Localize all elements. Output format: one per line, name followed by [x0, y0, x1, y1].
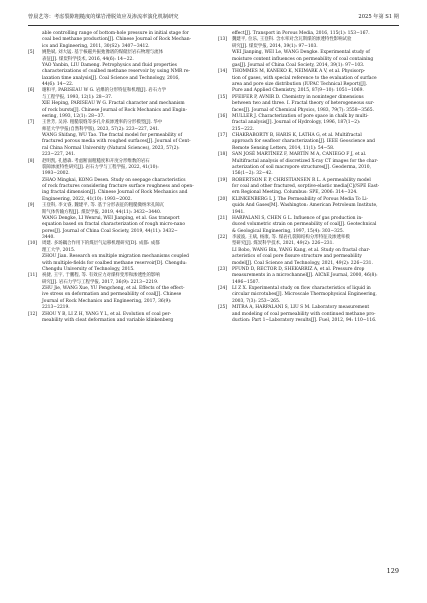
- reference-text: [232, 152, 399, 178]
- reference-text: [232, 286, 399, 305]
- reference-line: Pure and Applied Chemistry, 2015, 87(9−10): 1051−1069.: [232, 88, 364, 94]
- reference-line: approach for seafloor characterization[J]. IEEE Geoscience and: [232, 139, 375, 145]
- reference-text: [42, 133, 209, 159]
- reference-entry: [218, 248, 399, 267]
- reference-line: for coal and other fractured, sorptive-elastic media[C]//SPE East-: [232, 184, 380, 189]
- reference-line: ZHU Jie, WANG Xue, YU Pengcheng, et al. Effects of the effect-: [42, 286, 185, 291]
- reference-text: [232, 197, 399, 216]
- reference-line: 44(6): 14−22.: [42, 82, 74, 87]
- reference-number: [23]: [218, 266, 228, 272]
- reference-entry: [218, 197, 399, 216]
- reference-line: ics and Engineering, 2011, 30(S2): 3407−3412.: [42, 43, 150, 49]
- page-number: 129: [386, 567, 399, 575]
- reference-line: tion of gases, with special reference to the evaluation of surface: [232, 75, 377, 81]
- reference-line: ral China Normal University (Natural Sciences), 2023, 57(2):: [42, 145, 180, 151]
- reference-entry: [218, 133, 399, 152]
- reference-number: [10]: [28, 241, 38, 247]
- reference-number: [11]: [28, 273, 38, 279]
- reference-text: [232, 114, 399, 133]
- reference-line: 裂隙渗流特性研究[J]. 岩石力学与工程学报, 2022, 41(10):: [42, 164, 159, 170]
- reference-line: 祝捷, 王宇, 于鹏程, 等. 有效应力对煤样变形和渗透性的影响: [42, 273, 160, 279]
- reference-line: laxation time analysis[J]. Coal Science and Technology, 2016,: [42, 75, 180, 81]
- reference-line: & Geological Engineering, 1997, 15(4): 303−325.: [232, 228, 345, 234]
- reference-number: [17]: [218, 133, 228, 138]
- reference-text: [232, 133, 399, 152]
- reference-text: [42, 312, 209, 325]
- reference-text: [232, 248, 399, 267]
- reference-line: CHAKRABORTY B, HARIS K, LATHA G, et al. Multifractal: [232, 133, 362, 138]
- reference-text: [42, 63, 209, 89]
- reference-text: [232, 305, 399, 324]
- reference-text: [232, 216, 399, 235]
- reference-entry: [218, 50, 399, 69]
- reference-entry: [28, 254, 209, 273]
- reference-line: able controlling range of bottom-hole pressure in initial stage for: [42, 31, 189, 36]
- reference-entry: [218, 114, 399, 133]
- reference-line: eering, 1993, 12(1): 28−37.: [42, 113, 105, 119]
- running-header: [28, 11, 399, 26]
- reference-text: [232, 235, 399, 248]
- reference-text: [42, 120, 209, 133]
- reference-text: [42, 216, 209, 242]
- reference-line: coal bed methane production[J]. Chinese Journal of Rock Mechan-: [42, 37, 192, 43]
- reference-line: 师范大学学报(自然科学版), 2023, 57(2): 223−227, 241.: [42, 126, 160, 132]
- reference-entry: [218, 69, 399, 95]
- reference-line: 1496−1507.: [232, 279, 260, 285]
- reference-number: [24]: [218, 286, 228, 291]
- reference-line: Chengdu University of Technology, 2015.: [42, 266, 135, 272]
- reference-line: ROBERTSON E P, CHRISTIANSEN R L. A permeability model: [232, 177, 371, 183]
- reference-number: [6]: [28, 88, 35, 94]
- reference-text: [232, 50, 399, 69]
- reference-line: ern Regional Meeting. Columbus: SPE, 2006: 314−324.: [232, 190, 358, 196]
- reference-line: Engineering, 2022, 41(10): 1993−2002.: [42, 196, 133, 202]
- reference-number: [13]: [218, 37, 228, 43]
- reference-entry: [28, 133, 209, 159]
- reference-line: duced volumetric strain on permeability of coal[J]. Geotechnical: [232, 222, 377, 228]
- reference-line: equation based on fractal characterization of rough micro-nano: [42, 222, 186, 228]
- reference-line: duction: Part 1−Laboratory results[J]. Fuel, 2012, 94: 110−116.: [232, 317, 377, 323]
- reference-entry: [28, 273, 209, 286]
- reference-line: ZHOU Jian. Research on multiple migration mechanisms coupled: [42, 254, 189, 260]
- header-issue: 2025 年第 S1 期: [358, 14, 399, 20]
- reference-text: [232, 267, 399, 286]
- reference-line: XIE Heping, PARISEAU W G. Fractal character and mechanism: [42, 101, 185, 107]
- reference-line: 223−227, 241.: [42, 152, 76, 158]
- reference-text: [232, 95, 399, 114]
- reference-line: MITRA A, HARPALANI S, LIU S M. Laboratory measurement: [232, 305, 370, 311]
- reference-line: 赵明凯, 孔德森. 考虑断面粗糙度和开度分形维数的岩石: [42, 158, 150, 164]
- reference-line: model[J]. Coal Science and Technology, 2021, 49(2): 226−231.: [232, 260, 373, 266]
- reference-text: [232, 178, 399, 197]
- reference-line: YAO Yanbin, LIU Dameng. Petrophysics and fluid properties: [42, 62, 177, 68]
- reference-line: 表征[J]. 煤炭科学技术, 2016, 44(6): 14−22.: [42, 56, 134, 62]
- reference-line: 斯气体传输方程[J]. 煤炭学报, 2019, 44(11): 3432−3440.: [42, 209, 162, 215]
- reference-line: WEI Jianping, WEI Le, WANG Dengke. Experimental study of: [232, 50, 370, 56]
- reference-line: LI Bobo, WANG Bin, YANG Kang, et al. Study on fractal char-: [232, 247, 371, 253]
- reference-entry: [28, 63, 209, 89]
- reference-entry: [28, 159, 209, 178]
- reference-entry: [218, 95, 399, 114]
- reference-entry: [28, 101, 209, 120]
- reference-line: effect[J]. Transport in Porous Media, 2016, 115(1): 153−167.: [232, 31, 370, 36]
- reference-line: 研究[J]. 岩石力学与工程学报, 2017, 36(9): 2213−2219.: [42, 279, 159, 285]
- reference-line: PFEIFER P, AVNIR D. Chemistry in noninteger dimensions: [232, 94, 364, 100]
- reference-line: ing fractal dimension[J]. Chinese Journal of Rock Mechanics and: [42, 190, 188, 196]
- reference-text: [232, 69, 399, 95]
- reference-line: WANG Dengke, LI Wenrui, WEI Jianping, et al. Gas transport: [42, 215, 180, 221]
- reference-line: 王世芳, 吴涛. 粗糙裂缝等多孔介质渗透率的分形模型[J]. 华中: [42, 120, 163, 126]
- reference-line: 魏建平, 位乐, 王登科. 含水率对含瓦斯煤的渗透特性影响试验: [232, 37, 352, 43]
- reference-text: [42, 203, 209, 216]
- reference-line: MULLER J. Characterization of pore space in chalk by multi-: [232, 113, 369, 119]
- reference-text: [42, 273, 209, 286]
- reference-line: with multiple-fields for coalbed methane reservoir[D]. Chengdu:: [42, 260, 187, 266]
- reference-line: circular microtubes[J]. Microscale Thermophysical Engineering,: [232, 292, 377, 298]
- reference-line: 2003, 7(3): 253−265.: [232, 298, 281, 304]
- header-title: 曾晨艺等：考虑裂隙粗糙度的煤岩滑脱效应及渗流率演化机制研究: [28, 14, 179, 20]
- reference-text: [42, 286, 209, 312]
- reference-line: 李波波, 王斌, 杨康, 等. 煤岩孔裂隙结构分形特征及渗透率模: [232, 235, 350, 240]
- reference-line: HARPALANI S, CHEN G L. Influence of gas production in-: [232, 215, 363, 221]
- reference-number: [16]: [218, 113, 228, 119]
- reference-text: [42, 159, 209, 178]
- reference-number: [5]: [28, 50, 35, 56]
- reference-entry: [28, 88, 209, 101]
- reference-text: [42, 241, 209, 254]
- reference-line: meability with cleat deformation and variable klinkenberg: [42, 317, 174, 323]
- reference-line: of rock fractures considering fracture surface roughness and open-: [42, 184, 194, 189]
- reference-entry: [218, 37, 399, 50]
- reference-line: acterization of soil macropore structures[J]. Geoderma, 2010,: [232, 164, 371, 170]
- reference-number: [21]: [218, 215, 228, 221]
- references-right-column: [218, 31, 399, 324]
- reference-line: 谢和平, PARISEAU W G. 岩爆的分形特征和机理[J]. 岩石力学: [42, 88, 167, 94]
- reference-text: [42, 101, 209, 120]
- reference-line: acteristics of coal pore fissure structure and permeability: [232, 254, 362, 260]
- reference-entry: [28, 216, 209, 242]
- reference-entry: [28, 178, 209, 204]
- reference-text: [42, 178, 209, 204]
- reference-entry: [218, 152, 399, 178]
- reference-line: Journal of Rock Mechanics and Engineering, 2017, 36(9):: [42, 298, 172, 304]
- reference-line: LI Z X. Experimental study on flow characteristics of liquid in: [232, 286, 371, 291]
- reference-line: between two and three. I. Fractal theory of heterogeneous sur-: [232, 101, 375, 107]
- reference-entry: [218, 216, 399, 235]
- reference-line: 研究[J]. 煤炭学报, 2014, 39(1): 97−103.: [232, 43, 318, 49]
- references-left-column: [28, 31, 209, 324]
- reference-number: [15]: [218, 94, 228, 100]
- reference-line: fractal analysis[J]. Journal of Hydrology, 1996, 187(1−2):: [232, 120, 361, 126]
- reference-line: 2213−2219.: [42, 305, 70, 311]
- reference-entry: [218, 178, 399, 197]
- reference-entry: [218, 235, 399, 248]
- reference-line: THOMMES M, KANEKO K, NEIMARK A V, et al. Physisorp-: [232, 69, 366, 75]
- reference-text: [42, 254, 209, 273]
- reference-line: 周建. 多场耦合作用下的煤层气运移机理研究[D]. 成都: 成都: [42, 241, 160, 247]
- reference-entry: [28, 50, 209, 63]
- reference-line: SAN JOSÉ MARTÍNEZ F, MARTÍN M A, CANIEGO F J, et al.: [232, 152, 367, 158]
- reference-line: area and pore size distribution (IUPAC Technical Report)[J].: [232, 82, 368, 87]
- reference-line: PFUND D, RECTOR D, SHEKARRIZ A, et al. Pressure drop: [232, 266, 365, 272]
- reference-line: 姚艳斌, 刘大锰. 基于核磁共振弛豫谱的煤储层岩石物理与流体: [42, 50, 164, 56]
- reference-entry: [218, 305, 399, 324]
- reference-entry: [28, 241, 209, 254]
- reference-line: ZHOU Y B, LI Z H, YANG Y L, et al. Evolution of coal per-: [42, 311, 172, 317]
- reference-line: fractured porous media with roughed surfaces[J]. Journal of Cent-: [42, 139, 191, 145]
- reference-line: WANG Shifang, WU Tao. The fractal model for permeability of: [42, 133, 183, 138]
- reference-entry: [28, 203, 209, 216]
- reference-line: ZHAO Mingkai, KONG Desen. Study on seepage characteristics: [42, 177, 186, 183]
- reference-text: [42, 88, 209, 101]
- reference-line: 3440.: [42, 235, 55, 240]
- reference-entry: [28, 120, 209, 133]
- reference-line: moisture content influences on permeability of coal containing: [232, 56, 374, 62]
- reference-number: [14]: [218, 69, 228, 75]
- reference-entry: [218, 286, 399, 305]
- reference-number: [9]: [28, 203, 35, 209]
- reference-line: Remote Sensing Letters, 2014, 11(1): 54−58.: [232, 145, 335, 151]
- reference-text: [42, 31, 209, 50]
- reference-entry: [28, 286, 209, 312]
- reference-number: [18]: [218, 152, 228, 158]
- reference-number: [25]: [218, 305, 228, 311]
- reference-line: Multifractal analysis of discretized X-ray CT images for the char-: [232, 158, 379, 164]
- reference-number: [20]: [218, 196, 228, 202]
- reference-number: [8]: [28, 158, 35, 164]
- reference-line: 156(1−2): 32−42.: [232, 171, 273, 177]
- reference-number: [19]: [218, 177, 228, 183]
- reference-line: faces[J]. Journal of Chemical Physics, 1983, 79(7): 3558−3565.: [232, 107, 374, 113]
- reference-text: [42, 50, 209, 63]
- reference-line: 1993−2002.: [42, 171, 70, 177]
- reference-line: of rock bursts[J]. Chinese Journal of Rock Mechanics and Engin-: [42, 107, 187, 113]
- reference-line: gas[J]. Journal of China Coal Society, 2014, 39(1): 97−103.: [232, 62, 365, 68]
- reference-entry: [28, 312, 209, 325]
- reference-text: [232, 37, 399, 50]
- reference-number: [12]: [28, 311, 38, 317]
- reference-line: characterizations of coalbed methane reservoir by using NMR re-: [42, 69, 191, 75]
- reference-line: 型研究[J]. 煤炭科学技术, 2021, 49(2): 226−231.: [232, 241, 334, 247]
- reference-line: 理工大学, 2015.: [42, 247, 76, 253]
- reference-line: pores[J]. Journal of China Coal Society, 2019, 44(11): 3432−: [42, 228, 178, 234]
- reference-line: 1941.: [232, 209, 245, 215]
- reference-line: measurements in a microchannel[J]. AIChE Journal, 2000, 46(8):: [232, 273, 378, 279]
- reference-line: KLINKENBERG L J. The Permeability of Porous Media To Li-: [232, 196, 368, 202]
- reference-line: 与工程学报, 1993, 12(1): 28−37.: [42, 94, 113, 100]
- reference-entry: [218, 267, 399, 286]
- reference-line: 215−222.: [232, 126, 255, 132]
- reference-entry: [28, 31, 209, 50]
- reference-line: quids And Gases[M]. Washington: American Petroleum Institute,: [232, 203, 378, 209]
- reference-line: and modeling of coal permeability with continued methane pro-: [232, 311, 376, 317]
- reference-line: 王登科, 李文睿, 魏建平, 等. 基于分形表征的粗糙微纳米孔隙瓦: [42, 203, 165, 209]
- reference-number: [22]: [218, 235, 228, 240]
- reference-line: ive stress on deformation and permeability of coal[J]. Chinese: [42, 292, 182, 298]
- reference-number: [7]: [28, 120, 35, 126]
